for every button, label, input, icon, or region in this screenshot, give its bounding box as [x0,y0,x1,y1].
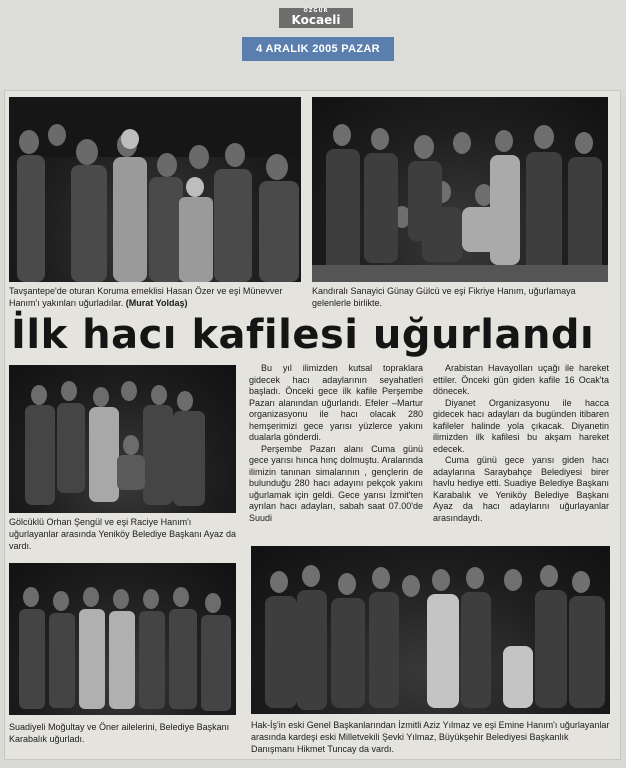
article-headline: İlk hacı kafilesi uğurlandı [11,312,595,358]
article-paragraph: Perşembe Pazarı alanı Cuma günü gece yarısı hınca hınç dolmuştu. Aralarında ilimizin tanınan simalarının , gençlerin de bulunduğu 280 hacı adayını pekçok yakını uğurlamak için geldi. Gece yarısı İzmit'ten ayrılan hacı adayları, sabah saat 07.00'de Suudi [249,443,423,523]
crowd-photo-image [9,365,236,513]
photo5-caption: Hak-İş'in eski Genel Başkanlarından İzmitli Aziz Yılmaz ve eşi Emine Hanım'ı uğurlayanlar arasında kardeşi eski Milletvekili Şevki Yılmaz, Büyükşehir Belediyesi Başkanlık Danışmanı Hikmet Tuncay da vardı. [251,720,610,754]
masthead-kicker: ÖZGÜR [303,8,329,14]
newspaper-clipping [4,90,621,760]
photo2-caption: Kandıralı Sanayici Günay Gülcü ve eşi Fikriye Hanım, uğurlamaya gelenlerle birlikte. [312,286,576,308]
photo1-caption [9,285,301,309]
photo-gunay-gulcu-farewell [312,97,608,282]
article-column-2 [433,363,609,524]
article-paragraph: Arabistan Havayolları uçağı ile hareket ettiler. Önceki gün giden kafile 16 Ocak'ta dönecek. [433,363,609,396]
photo1-caption-text: Tavşantepe'de oturan Koruma emeklisi Hasan Özer ve eşi Münevver Hanım'ı yakınları uğurladılar. [9,286,283,308]
article-paragraph: Diyanet Organizasyonu ile hacca gidecek hacı adayları da bugünden itibaren kafileler halinde yola çıkacak. Diyanetin ilimizden ilk kafilesi bu akşam hareket edecek. [433,397,609,454]
crowd-photo-image [312,97,608,282]
crowd-photo-image [251,546,610,714]
photo3-caption: Gölcüklü Orhan Şengül ve eşi Raciye Hanım'ı uğurlayanlar arasında Yeniköy Belediye Başkanı Ayaz da vardı. [9,517,236,551]
photo-aziz-yilmaz-farewell [251,546,610,714]
article-column-1 [249,363,423,524]
crowd-photo-image [9,563,236,715]
newspaper-masthead [279,8,353,28]
issue-date: 4 ARALIK 2005 PAZAR [242,37,394,61]
photo-orhan-sengul-farewell [9,365,236,513]
article-paragraph: Cuma günü gece yarısı giden hacı adaylarına Saraybahçe Belediyesi birer havlu hediye etti. Suadiye Belediye Başkanı Karabalık ve Yeniköy Belediye Başkanı Ayaz da hacı adaylarını uğurlayanlar arasındaydı. [433,455,609,523]
photo4-caption: Suadiyeli Moğultay ve Öner ailelerini, Belediye Başkanı Karabalık uğurladı. [9,722,230,744]
photo-hasan-ozer-farewell [9,97,301,282]
photo-mogultay-oner-families [9,563,236,715]
crowd-photo-image [9,97,301,282]
photo-credit: (Murat Yoldaş) [125,298,188,308]
masthead-name: Kocaeli [291,13,341,27]
article-paragraph: Bu yıl ilimizden kutsal topraklara gidecek hacı adaylarının seyahatleri başladı. Önceki gece ilk kafile Perşembe Pazarı alanından uğurlandı. Efeler –Martur organizasyonu ile hacı olacak 280 hemşerimizi gece yarısı yüzlerce yakını dualarla gönderdi. [249,363,423,442]
